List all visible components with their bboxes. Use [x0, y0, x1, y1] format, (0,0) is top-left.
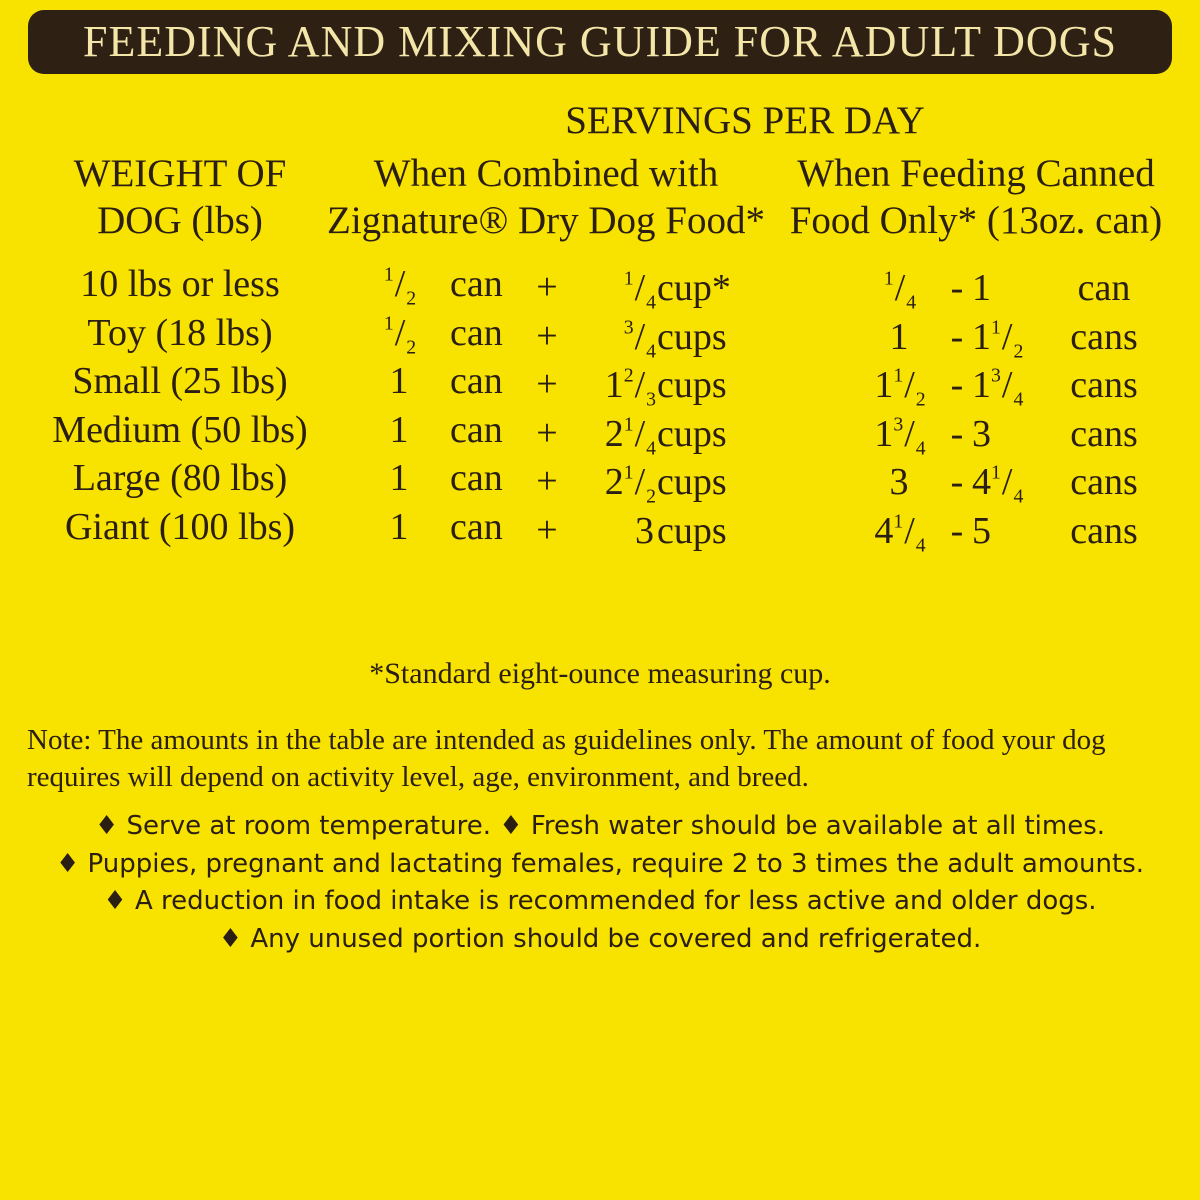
row-canned-high-slash: / [1001, 461, 1013, 504]
row-can-amount [360, 454, 440, 502]
row-plus: + [536, 411, 558, 454]
row-cup-amount-numerator: 3 [623, 316, 634, 339]
row-canned-low-whole: 3 [889, 461, 909, 504]
row-cup-amount-numerator: 1 [623, 413, 634, 436]
row-canned-low [860, 458, 940, 506]
row-canned-unit: cans [1070, 315, 1138, 358]
row-canned-low [860, 313, 940, 361]
row-dash: - [950, 412, 964, 455]
row-dash: - [950, 267, 964, 309]
row-cup-unit: cups [657, 461, 727, 504]
note-line-1: Note: The amounts in the table are intended as guidelines only. The amount of food your dog [27, 724, 1106, 756]
bullet-reduction: ♦ A reduction in food intake is recommended for less active and older dogs. [103, 886, 1097, 916]
row-can-amount-slash: / [394, 311, 406, 354]
row-can-unit: can [450, 263, 503, 305]
row-can-amount-denominator: 2 [406, 335, 417, 358]
row-canned-low-numerator: 1 [893, 510, 904, 533]
row-canned-high [972, 264, 1047, 312]
note-line-2: requires will depend on activity level, age, environment, and breed. [27, 761, 809, 793]
row-cup-unit: cups [657, 412, 727, 455]
row-can-amount-numerator: 1 [383, 312, 394, 335]
row-cup-unit: cups [657, 510, 727, 552]
row-can-unit: can [450, 408, 503, 451]
row-dash: - [950, 315, 964, 358]
row-can-amount [360, 503, 440, 551]
row-can-amount-denominator: 2 [406, 287, 417, 310]
bullet-refrigerate: ♦ Any unused portion should be covered and refrigerated. [218, 924, 982, 954]
row-canned-high-whole: 5 [972, 510, 991, 552]
row-plus: + [536, 363, 558, 406]
row-canned-unit: cans [1070, 461, 1138, 504]
row-canned-low-denominator: 4 [915, 437, 926, 460]
row-canned-low-slash: / [904, 412, 915, 455]
row-can-unit: can [450, 360, 503, 403]
row-canned-high-slash: / [1001, 364, 1013, 407]
row-canned-low [860, 507, 940, 555]
row-can-amount-whole: 1 [389, 408, 409, 451]
row-canned-low-slash: / [904, 364, 915, 407]
row-cup-amount [578, 313, 656, 361]
row-cup-amount-slash: / [634, 412, 646, 455]
row-cup-amount-slash: / [634, 364, 646, 407]
row-canned-low-whole: 1 [889, 315, 909, 358]
row-canned-low-denominator: 4 [915, 534, 926, 557]
row-canned-low-numerator: 1 [883, 267, 894, 290]
row-canned-unit: can [1077, 267, 1131, 309]
row-canned-high-denominator: 4 [1013, 388, 1024, 411]
row-canned-unit: cans [1070, 412, 1138, 455]
row-canned-high-denominator: 4 [1013, 485, 1024, 508]
row-canned-low-slash: / [904, 510, 915, 552]
servings-header: SERVINGS PER DAY [565, 99, 925, 142]
row-can-amount-whole: 1 [389, 457, 409, 500]
row-canned-high-whole: 1 [972, 364, 991, 407]
row-can-amount [360, 260, 440, 308]
canned-header-line-1: When Feeding Canned [797, 152, 1155, 195]
row-cup-amount-slash: / [634, 461, 646, 504]
row-cup-unit: cup* [657, 267, 731, 309]
row-canned-high-whole: 1 [972, 315, 991, 358]
bullet-temperature-water: ♦ Serve at room temperature. ♦ Fresh water should be available at all times. [94, 811, 1106, 841]
row-dash: - [950, 510, 964, 552]
row-can-amount-slash: / [394, 263, 406, 305]
weight-column-header [40, 150, 320, 244]
row-canned-high-denominator: 2 [1013, 339, 1024, 362]
row-cup-amount [578, 410, 656, 458]
row-cup-amount-numerator: 1 [623, 461, 634, 484]
row-can-unit: can [450, 311, 503, 354]
row-plus: + [536, 460, 558, 503]
row-cup-amount [578, 361, 656, 409]
row-weight: Medium (50 lbs) [52, 408, 308, 451]
row-canned-high [972, 313, 1047, 361]
row-canned-high [972, 361, 1047, 409]
row-canned-unit: cans [1070, 510, 1138, 552]
row-canned-high-slash: / [1001, 315, 1013, 358]
row-canned-high-numerator: 1 [991, 316, 1001, 339]
row-can-amount-whole: 1 [389, 360, 409, 403]
row-canned-high-whole: 4 [972, 461, 991, 504]
row-canned-low-numerator: 1 [893, 364, 904, 387]
row-canned-unit: cans [1070, 364, 1138, 407]
row-cup-amount-denominator: 4 [646, 437, 656, 460]
row-cup-amount-whole: 2 [604, 461, 624, 504]
row-can-amount-whole: 1 [389, 506, 409, 548]
row-cup-amount [578, 507, 656, 555]
row-plus: + [536, 509, 558, 551]
row-cup-amount-slash: / [634, 267, 646, 309]
row-canned-low-denominator: 2 [915, 388, 926, 411]
row-can-amount-numerator: 1 [383, 263, 394, 286]
row-cup-amount-denominator: 4 [646, 291, 656, 314]
row-cup-amount-denominator: 3 [646, 388, 656, 411]
row-can-amount [360, 357, 440, 405]
row-canned-high [972, 410, 1047, 458]
row-canned-high-numerator: 3 [991, 364, 1001, 387]
row-canned-high [972, 507, 1047, 555]
row-canned-low [860, 264, 940, 312]
row-cup-amount-numerator: 2 [623, 364, 634, 387]
row-canned-high-numerator: 1 [991, 461, 1001, 484]
row-canned-low-numerator: 3 [893, 413, 904, 436]
row-cup-unit: cups [657, 364, 727, 407]
weight-header-line-2: DOG (lbs) [97, 199, 263, 242]
canned-column-header [776, 150, 1176, 244]
row-dash: - [950, 461, 964, 504]
row-can-unit: can [450, 506, 503, 548]
weight-header-line-1: WEIGHT OF [73, 152, 287, 195]
row-weight: Giant (100 lbs) [64, 506, 296, 548]
row-weight: Small (25 lbs) [72, 360, 288, 403]
measuring-cup-footnote: *Standard eight-ounce measuring cup. [369, 657, 831, 690]
row-plus: + [536, 314, 558, 357]
row-canned-low-whole: 1 [874, 364, 894, 407]
row-cup-unit: cups [657, 315, 727, 358]
bullet-puppies: ♦ Puppies, pregnant and lactating females, require 2 to 3 times the adult amounts. [55, 849, 1145, 879]
row-can-amount [360, 406, 440, 454]
row-cup-amount [578, 458, 656, 506]
row-cup-amount-denominator: 4 [646, 339, 656, 362]
row-weight: 10 lbs or less [80, 263, 280, 305]
guideline-note [27, 722, 1200, 796]
combined-header-line-2: Zignature® Dry Dog Food* [327, 199, 765, 242]
row-cup-amount-numerator: 1 [623, 267, 634, 290]
row-canned-high-whole: 3 [972, 412, 991, 455]
row-cup-amount [578, 264, 656, 312]
row-canned-high [972, 458, 1047, 506]
row-weight: Toy (18 lbs) [87, 311, 273, 354]
row-canned-low [860, 361, 940, 409]
row-canned-low-whole: 4 [874, 510, 894, 552]
row-canned-high-whole: 1 [972, 267, 991, 309]
canned-header-line-2: Food Only* (13oz. can) [789, 199, 1163, 242]
row-cup-amount-whole: 3 [635, 510, 654, 552]
row-canned-low-denominator: 4 [906, 291, 917, 314]
combined-column-header [318, 150, 774, 244]
page-title-banner: FEEDING AND MIXING GUIDE FOR ADULT DOGS [28, 10, 1172, 74]
row-canned-low-slash: / [894, 267, 906, 309]
row-canned-low-whole: 1 [874, 412, 894, 455]
row-cup-amount-denominator: 2 [646, 485, 656, 508]
row-can-unit: can [450, 457, 503, 500]
row-can-amount [360, 309, 440, 357]
row-plus: + [536, 266, 558, 308]
row-cup-amount-slash: / [634, 315, 646, 358]
row-cup-amount-whole: 1 [604, 364, 624, 407]
row-weight: Large (80 lbs) [72, 457, 288, 500]
combined-header-line-1: When Combined with [373, 152, 719, 195]
row-dash: - [950, 364, 964, 407]
row-cup-amount-whole: 2 [604, 412, 624, 455]
row-canned-low [860, 410, 940, 458]
